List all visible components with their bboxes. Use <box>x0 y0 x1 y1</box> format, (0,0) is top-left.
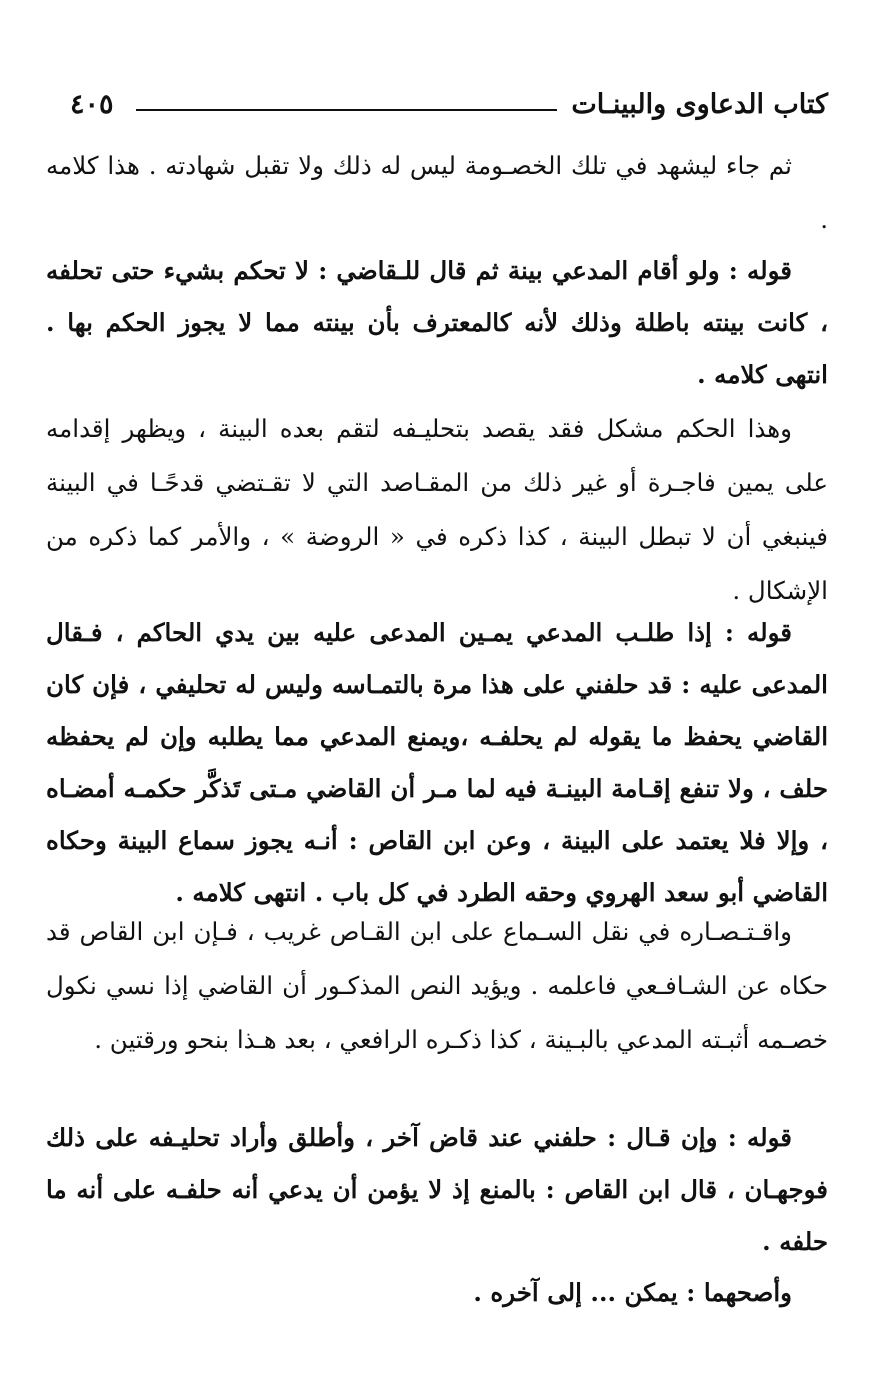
paragraph-1: ثم جاء ليشهد في تلك الخصـومة ليس له ذلك ولا تقبل شهادته . هذا كلامه . <box>46 151 828 234</box>
running-header <box>58 78 828 130</box>
page-number: ٤٠٥ <box>70 88 114 120</box>
paragraph-7-bold: وأصحهما : يمكن ... إلى آخره . <box>473 1278 792 1307</box>
header-title: كتاب الدعاوى والبينـات <box>571 88 828 120</box>
paragraph-2-bold: قوله : ولو أقام المدعي بينة ثم قال للـقاضي : لا تحكم بشيء حتى تحلفه ، كانت بينته باطلة وذلك لأنه كالمعترف بأن بينته مما لا يجوز الحكم بها . انتهى كلامه . <box>46 256 828 389</box>
paragraph-6-bold: قوله : وإن قـال : حلفني عند قاض آخر ، وأطلق وأراد تحليـفه على ذلك فوجهـان ، قال ابن القاص : بالمنع إذ لا يؤمن أن يدعي أنه حلفـه على أنه ما حلفه . <box>46 1123 828 1256</box>
header-rule <box>136 109 558 111</box>
paragraph-3: وهذا الحكم مشكل فقد يقصد بتحليـفه لتقم بعده البينة ، ويظهر إقدامه على يمين فاجـرة أو غير ذلك من المقـاصد التي لا تقـتضي قدحًـا في البينة فينبغي أن لا تبطل البينة ، كذا ذكره في « الروضة » ، والأمر كما ذكره من الإشكال . <box>46 414 828 605</box>
paragraph-4-bold: قوله : إذا طلـب المدعي يمـين المدعى عليه بين يدي الحاكم ، فـقال المدعى عليه : قد حلفني على هذا مرة بالتمـاسه وليس له تحليفي ، فإن كان القاضي يحفظ ما يقوله لم يحلفـه ،ويمنع المدعي مما يطلبه وإن لم يحفظه حلف ، ولا تنفع إقـامة البينـة فيه لما مـر أن القاضي مـتى تَذكَّر حكمـه أمضـاه ، وإلا فلا يعتمد على البينة ، وعن ابن القاص : أنـه يجوز سماع البينة وحكاه القاضي أبو سعد الهروي وحقه الطرد في كل باب . انتهى كلامه . <box>46 618 828 907</box>
paragraph-5: واقـتـصـاره في نقل السـماع على ابن القـاص غريب ، فـإن ابن القاص قد حكاه عن الشـافـعي فاعلمه . ويؤيد النص المذكـور أن القاضي إذا نسي نكول خصـمه أثبـته المدعي بالبـينة ، كذا ذكـره الرافعي ، بعد هـذا بنحو ورقتين . <box>46 917 828 1054</box>
